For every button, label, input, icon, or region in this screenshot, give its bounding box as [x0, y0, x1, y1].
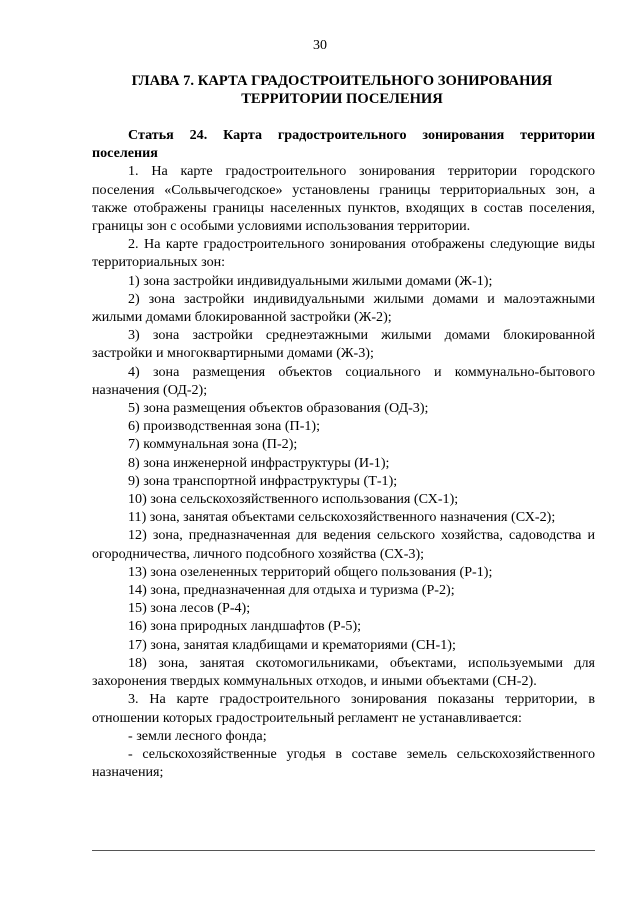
- document-body: [92, 126, 595, 781]
- page-number: 30: [313, 38, 327, 53]
- zone-list-item: 12) зона, предназначенная для ведения сельского хозяйства, садоводства и огородничества, личного подсобного хозяйства (СХ-3);: [92, 527, 595, 562]
- zone-list-item: 4) зона размещения объектов социального и коммунально-бытового назначения (ОД-2);: [92, 363, 595, 398]
- exempt-list-item: - сельскохозяйственные угодья в составе земель сельскохозяйственного назначения;: [92, 745, 595, 781]
- zone-list-item: 18) зона, занятая скотомогильниками, объектами, используемыми для захоронения твердых коммунальных отходов, и иными объектами (СН-2).: [92, 654, 595, 690]
- zone-list-item: 11) зона, занятая объектами сельскохозяйственного назначения (СХ-2);: [128, 509, 556, 526]
- zone-list-item: 10) зона сельскохозяйственного использования (СХ-1);: [128, 491, 459, 508]
- exempt-list-item: - земли лесного фонда;: [128, 727, 267, 744]
- zone-list-item: 5) зона размещения объектов образования (ОД-3);: [128, 400, 429, 417]
- zone-list-item: 13) зона озелененных территорий общего пользования (Р-1);: [128, 563, 493, 580]
- zone-list-item: 7) коммунальная зона (П-2);: [128, 436, 298, 453]
- chapter-title: ГЛАВА 7. КАРТА ГРАДОСТРОИТЕЛЬНОГО ЗОНИРОВАНИЯ ТЕРРИТОРИИ ПОСЕЛЕНИЯ: [131, 73, 553, 107]
- zone-list-item: 8) зона инженерной инфраструктуры (И-1);: [128, 454, 390, 471]
- zone-list-item: 2) зона застройки индивидуальными жилыми домами и малоэтажными жилыми домами блокированной застройки (Ж-2);: [92, 290, 595, 326]
- footer-divider: [92, 850, 595, 851]
- paragraph-3: 3. На карте градостроительного зонирования показаны территории, в отношении которых градостроительный регламент не устанавливается:: [92, 691, 595, 726]
- paragraph-1: 1. На карте градостроительного зонирования территории городского поселения «Сольвычегодское» установлены границы территориальных зон, а также отображены границы населенных пунктов, входящих в состав поселения, границы зон с особыми условиями использования территории.: [92, 163, 595, 235]
- zone-list-item: 6) производственная зона (П-1);: [128, 418, 321, 435]
- zone-list-item: 14) зона, предназначенная для отдыха и туризма (Р-2);: [128, 582, 455, 599]
- zone-list-item: 3) зона застройки среднеэтажными жилыми домами блокированной застройки и многоквартирными домами (Ж-3);: [92, 327, 595, 362]
- zone-list-item: 15) зона лесов (Р-4);: [128, 600, 251, 617]
- zone-list-item: 17) зона, занятая кладбищами и крематориями (СН-1);: [128, 636, 456, 653]
- zone-list-item: 16) зона природных ландшафтов (Р-5);: [128, 618, 362, 635]
- paragraph-2: 2. На карте градостроительного зонирования отображены следующие виды территориальных зон:: [92, 236, 595, 271]
- zone-list-item: 9) зона транспортной инфраструктуры (Т-1);: [128, 472, 398, 489]
- article-title: Статья 24. Карта градостроительного зонирования территории поселения: [92, 127, 595, 162]
- zone-list-item: 1) зона застройки индивидуальными жилыми домами (Ж-1);: [128, 272, 493, 289]
